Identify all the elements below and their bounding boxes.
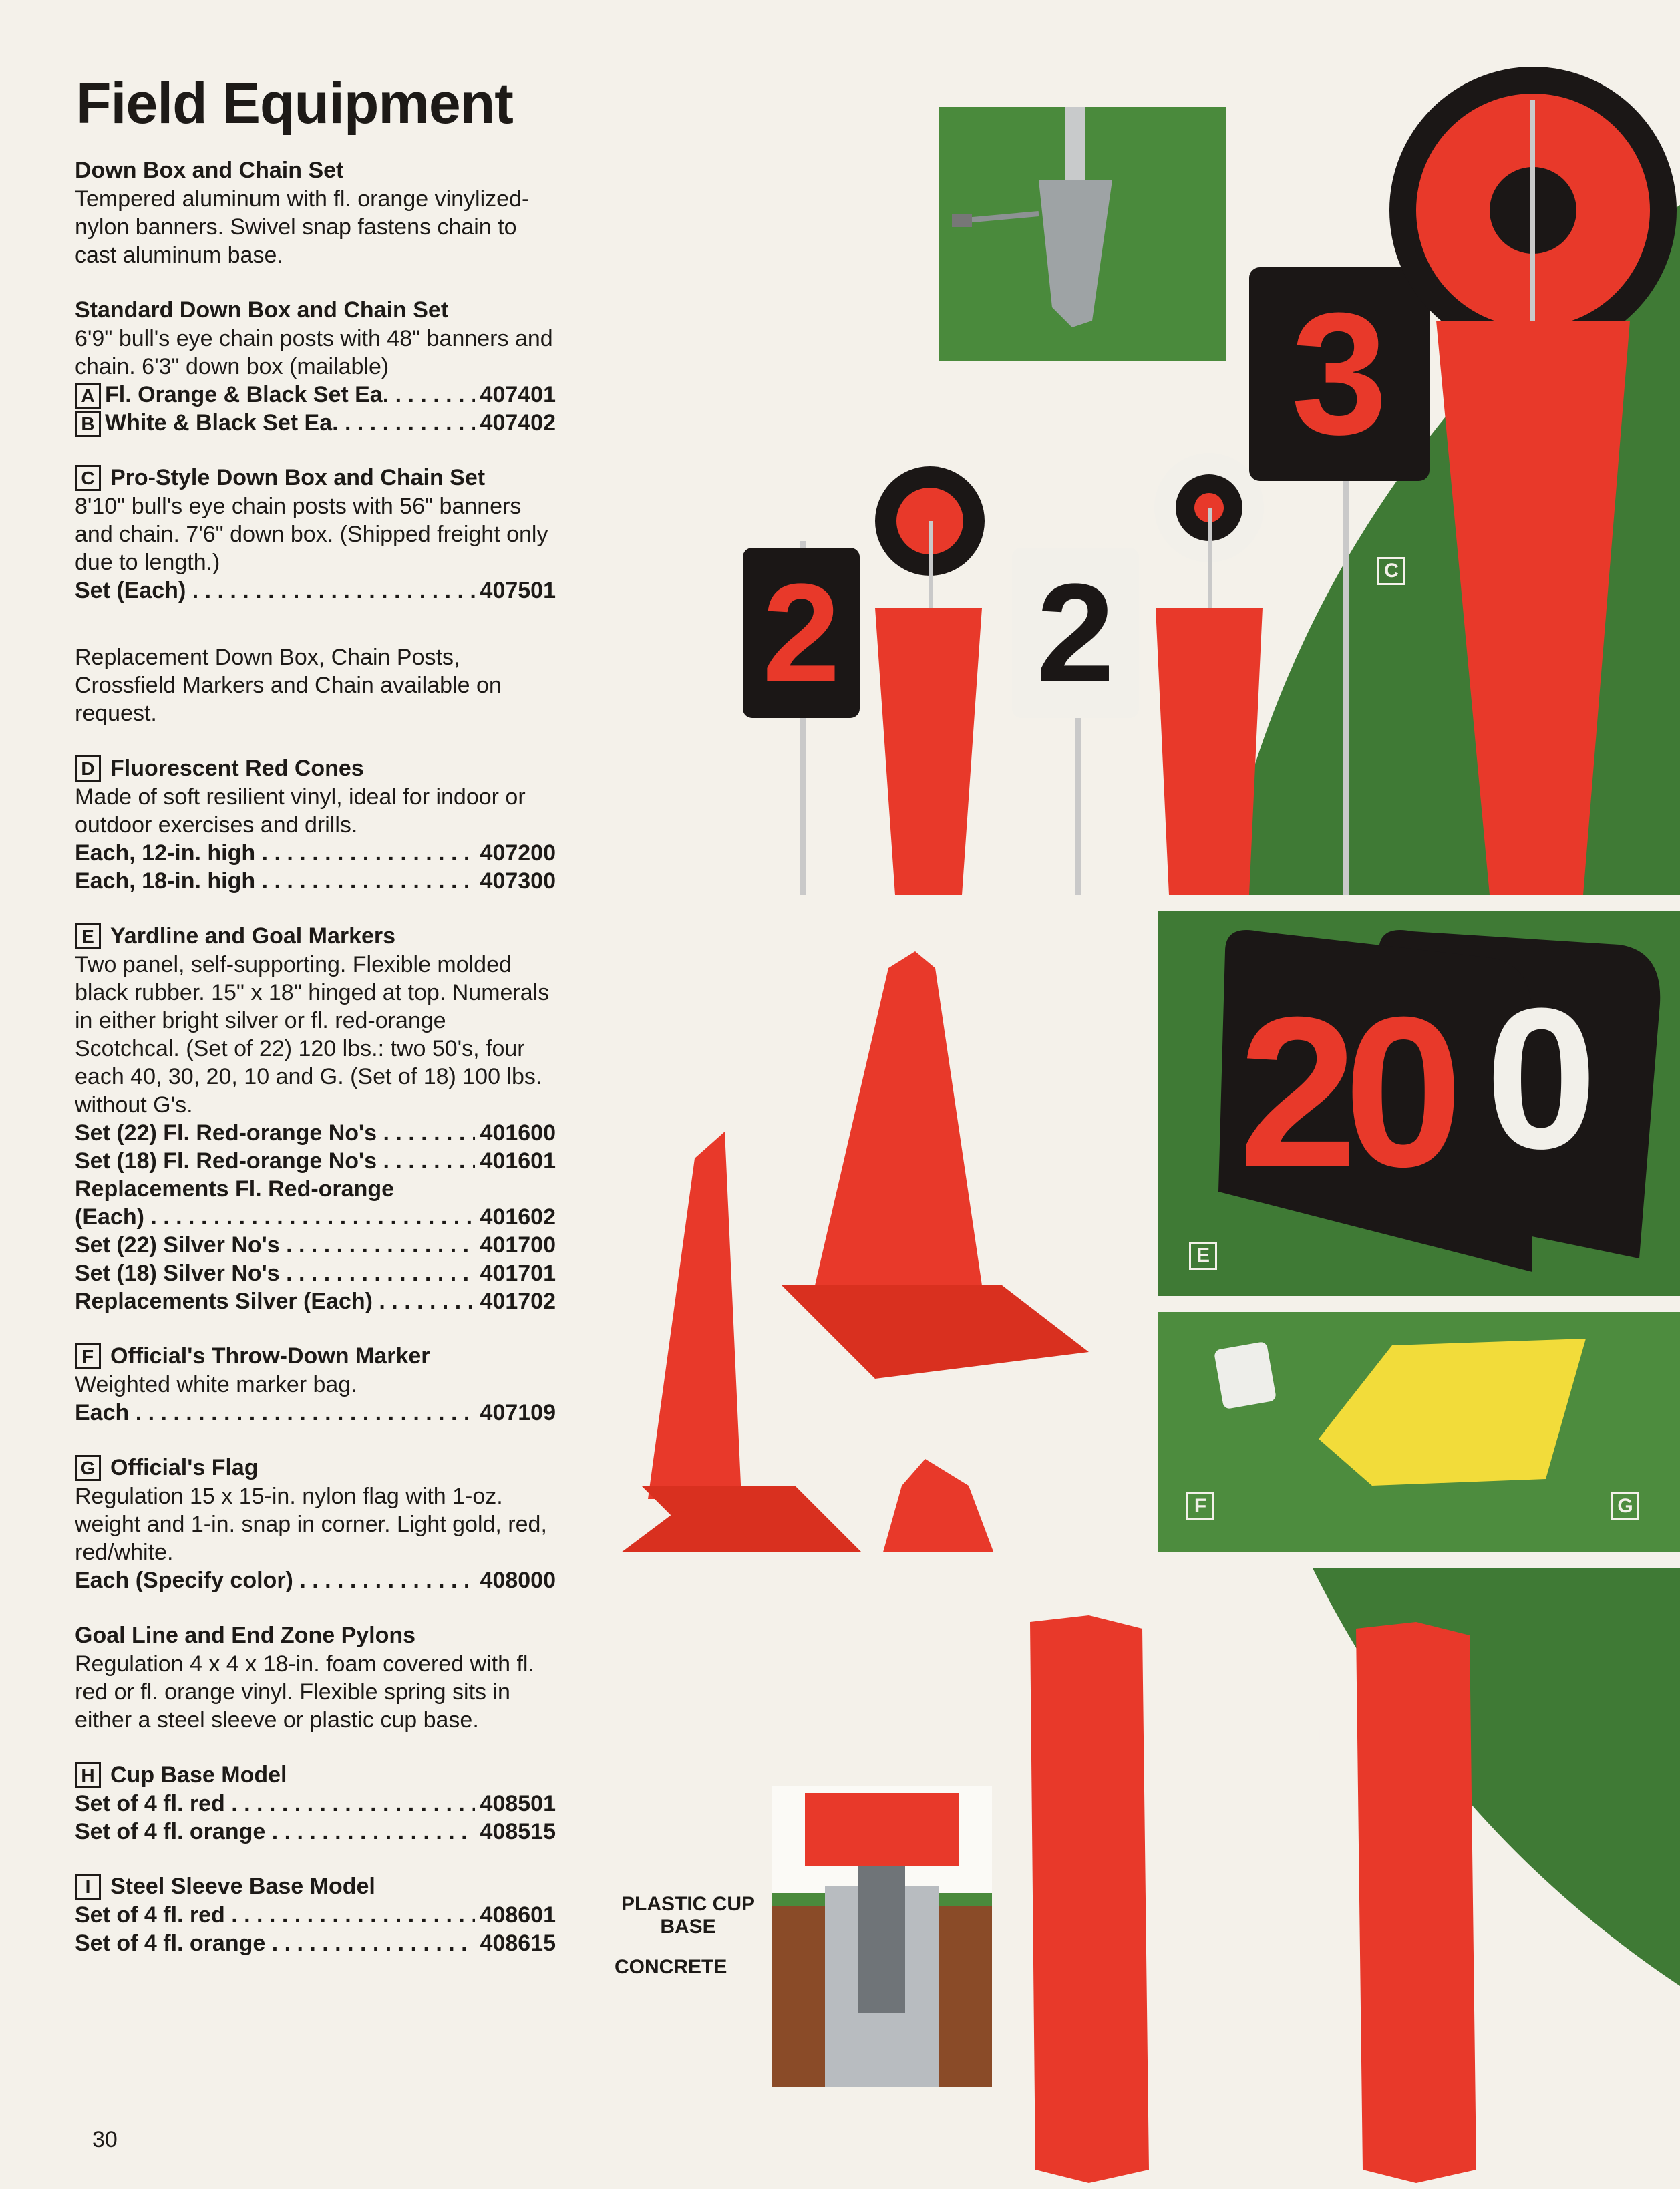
item-code: 408501 bbox=[480, 1791, 556, 1816]
section-standard-down-box bbox=[75, 296, 556, 437]
section-heading: H Cup Base Model bbox=[75, 1761, 556, 1790]
section-pylons bbox=[75, 1621, 556, 1734]
section-heading: F Official's Throw-Down Marker bbox=[75, 1342, 556, 1371]
item-code: 408615 bbox=[480, 1930, 556, 1956]
item-letter-box: H bbox=[75, 1762, 101, 1788]
item-code: 407109 bbox=[480, 1400, 556, 1425]
item-letter-box: A bbox=[75, 383, 101, 409]
price-line bbox=[75, 1790, 556, 1818]
photo-tag-h: H bbox=[970, 1722, 998, 1750]
item-label: White & Black Set Ea. . . . bbox=[105, 409, 475, 437]
section-throw-down-marker bbox=[75, 1342, 556, 1427]
cup-base-cutaway-illustration bbox=[772, 1786, 992, 2087]
photo-tag-f: F bbox=[1186, 1492, 1214, 1520]
item-label: (Each) . . . bbox=[75, 1203, 475, 1231]
section-yardline-markers bbox=[75, 922, 556, 1315]
cup-base-diagram bbox=[772, 1786, 992, 2087]
price-line bbox=[75, 1259, 556, 1287]
item-code: 407501 bbox=[480, 578, 556, 603]
item-code: 407402 bbox=[480, 410, 556, 436]
section-heading: E Yardline and Goal Markers bbox=[75, 922, 556, 951]
section-description: 6'9" bull's eye chain posts with 48" banners and chain. 6'3" down box (mailable) bbox=[75, 326, 553, 379]
section-heading: G Official's Flag bbox=[75, 1454, 556, 1482]
cones-illustration bbox=[621, 911, 1142, 1552]
price-line bbox=[75, 1119, 556, 1147]
section-description: Regulation 15 x 15-in. nylon flag with 1-oz. weight and 1-in. snap in corner. Light gold, red, red/white. bbox=[75, 1484, 547, 1565]
item-label: Fl. Orange & Black Set Ea. . . . bbox=[105, 381, 475, 409]
item-label: Replacements Silver (Each) . . . bbox=[75, 1287, 475, 1315]
product-text-column bbox=[75, 71, 556, 1984]
price-line bbox=[75, 409, 556, 437]
down-box-numeral-a: 2 bbox=[762, 554, 840, 711]
photo-tag-g: G bbox=[1611, 1492, 1639, 1520]
item-code: 401701 bbox=[480, 1260, 556, 1286]
section-cones bbox=[75, 754, 556, 895]
section-description: Tempered aluminum with fl. orange vinylized-nylon banners. Swivel snap fastens chain to cast aluminum base. bbox=[75, 186, 530, 268]
down-box-numeral-c: 3 bbox=[1291, 277, 1388, 471]
section-cup-base bbox=[75, 1761, 556, 1846]
photo-tag-a: A bbox=[829, 775, 857, 803]
diagram-label-concrete: CONCRETE bbox=[615, 1956, 727, 1978]
diagram-label-cup-base: PLASTIC CUP BASE bbox=[621, 1893, 755, 1938]
item-letter-box: G bbox=[75, 1455, 101, 1481]
price-line bbox=[75, 1203, 556, 1231]
item-letter-box: D bbox=[75, 755, 101, 782]
item-label: Set (18) Fl. Red-orange No's . . . bbox=[75, 1147, 475, 1175]
marker-and-flag-illustration bbox=[1158, 1312, 1680, 1552]
section-heading: I Steel Sleeve Base Model bbox=[75, 1872, 556, 1901]
photo-yard-markers bbox=[1158, 911, 1680, 1296]
section-description: Weighted white marker bag. bbox=[75, 1372, 357, 1397]
page-title: Field Equipment bbox=[76, 71, 513, 136]
divider bbox=[1158, 1296, 1680, 1312]
item-label: Set of 4 fl. orange . . . bbox=[75, 1818, 475, 1846]
item-label: Replacements Fl. Red-orange bbox=[75, 1176, 395, 1202]
section-steel-sleeve bbox=[75, 1872, 556, 1957]
divider bbox=[668, 1552, 1680, 1568]
item-code: 408000 bbox=[480, 1568, 556, 1593]
section-description: Regulation 4 x 4 x 18-in. foam covered with fl. red or fl. orange vinyl. Flexible spring sits in either a steel sleeve or plastic cup base. bbox=[75, 1651, 534, 1733]
item-letter-box: I bbox=[75, 1874, 101, 1900]
page-number: 30 bbox=[92, 2127, 118, 2152]
item-code: 408601 bbox=[480, 1902, 556, 1928]
section-heading: Goal Line and End Zone Pylons bbox=[75, 1623, 416, 1648]
item-label: Set (18) Silver No's . . . bbox=[75, 1259, 475, 1287]
item-code: 401702 bbox=[480, 1289, 556, 1314]
item-code: 407200 bbox=[480, 840, 556, 866]
item-label: Each, 18-in. high . . . bbox=[75, 867, 475, 895]
section-pro-style bbox=[75, 464, 556, 605]
item-code: 401601 bbox=[480, 1148, 556, 1174]
item-letter-box: F bbox=[75, 1343, 101, 1369]
item-code: 401600 bbox=[480, 1120, 556, 1146]
item-label: Set of 4 fl. orange . . . bbox=[75, 1929, 475, 1957]
photo-tag-i: I bbox=[1304, 1722, 1332, 1750]
photo-tag-c: C bbox=[1377, 557, 1405, 585]
yard-marker-front-numeral: 20 bbox=[1238, 972, 1450, 1211]
item-letter-box: C bbox=[75, 465, 101, 491]
section-description: Replacement Down Box, Chain Posts, Crossfield Markers and Chain available on request. bbox=[75, 645, 502, 726]
item-code: 408515 bbox=[480, 1819, 556, 1844]
price-line bbox=[75, 576, 556, 605]
item-code: 401602 bbox=[480, 1204, 556, 1230]
yard-marker-back-numeral: 0 bbox=[1486, 966, 1597, 1190]
price-line bbox=[75, 867, 556, 895]
price-line bbox=[75, 1147, 556, 1175]
price-line bbox=[75, 381, 556, 409]
item-label: Set (Each) . . . bbox=[75, 576, 475, 605]
divider bbox=[668, 895, 1680, 911]
item-code: 407401 bbox=[480, 382, 556, 407]
price-line bbox=[75, 1231, 556, 1259]
photo-cones bbox=[621, 911, 1142, 1552]
price-line bbox=[75, 839, 556, 867]
item-letter-box: B bbox=[75, 411, 101, 437]
photo-marker-and-flag bbox=[1158, 1312, 1680, 1552]
down-box-numeral-b: 2 bbox=[1036, 554, 1115, 711]
section-down-box bbox=[75, 156, 556, 269]
item-label: Set (22) Silver No's . . . bbox=[75, 1231, 475, 1259]
item-label: Each . . . bbox=[75, 1399, 475, 1427]
section-heading: C Pro-Style Down Box and Chain Set bbox=[75, 464, 556, 492]
price-line bbox=[75, 1929, 556, 1957]
section-heading: Down Box and Chain Set bbox=[75, 158, 344, 183]
section-description: Two panel, self-supporting. Flexible molded black rubber. 15" x 18" hinged at top. Numerals in either bright silver or fl. red-orange Scotchcal. (Set of 22) 120 lbs.: two 50's, four each 40, 30, 20, 10 and G. (Set of 18) 100 lbs. without G's. bbox=[75, 952, 550, 1118]
price-line bbox=[75, 1287, 556, 1315]
divider bbox=[1142, 911, 1158, 1552]
item-label: Set (22) Fl. Red-orange No's . . . bbox=[75, 1119, 475, 1147]
item-label: Each, 12-in. high . . . bbox=[75, 839, 475, 867]
photo-tag-b: B bbox=[1110, 775, 1138, 803]
section-description: Made of soft resilient vinyl, ideal for indoor or outdoor exercises and drills. bbox=[75, 784, 526, 838]
item-label: Each (Specify color) . . . bbox=[75, 1566, 475, 1594]
item-code: 407300 bbox=[480, 868, 556, 894]
price-line bbox=[75, 1566, 556, 1594]
price-line bbox=[75, 1901, 556, 1929]
price-line bbox=[75, 1399, 556, 1427]
section-heading: D Fluorescent Red Cones bbox=[75, 754, 556, 783]
down-box-sets-illustration bbox=[741, 0, 1680, 895]
item-letter-box: E bbox=[75, 923, 101, 949]
item-label: Set of 4 fl. red . . . bbox=[75, 1901, 475, 1929]
section-description: 8'10" bull's eye chain posts with 56" banners and chain. 7'6" down box. (Shipped freight only due to length.) bbox=[75, 494, 548, 575]
photo-tag-d: D bbox=[679, 945, 707, 973]
section-officials-flag bbox=[75, 1454, 556, 1594]
photo-down-box-sets bbox=[741, 0, 1680, 895]
section-heading: Standard Down Box and Chain Set bbox=[75, 297, 449, 323]
item-label: Set of 4 fl. red . . . bbox=[75, 1790, 475, 1818]
photo-tag-e: E bbox=[1189, 1242, 1217, 1270]
section-replacement-note bbox=[75, 643, 556, 727]
item-code: 401700 bbox=[480, 1232, 556, 1258]
price-line bbox=[75, 1818, 556, 1846]
